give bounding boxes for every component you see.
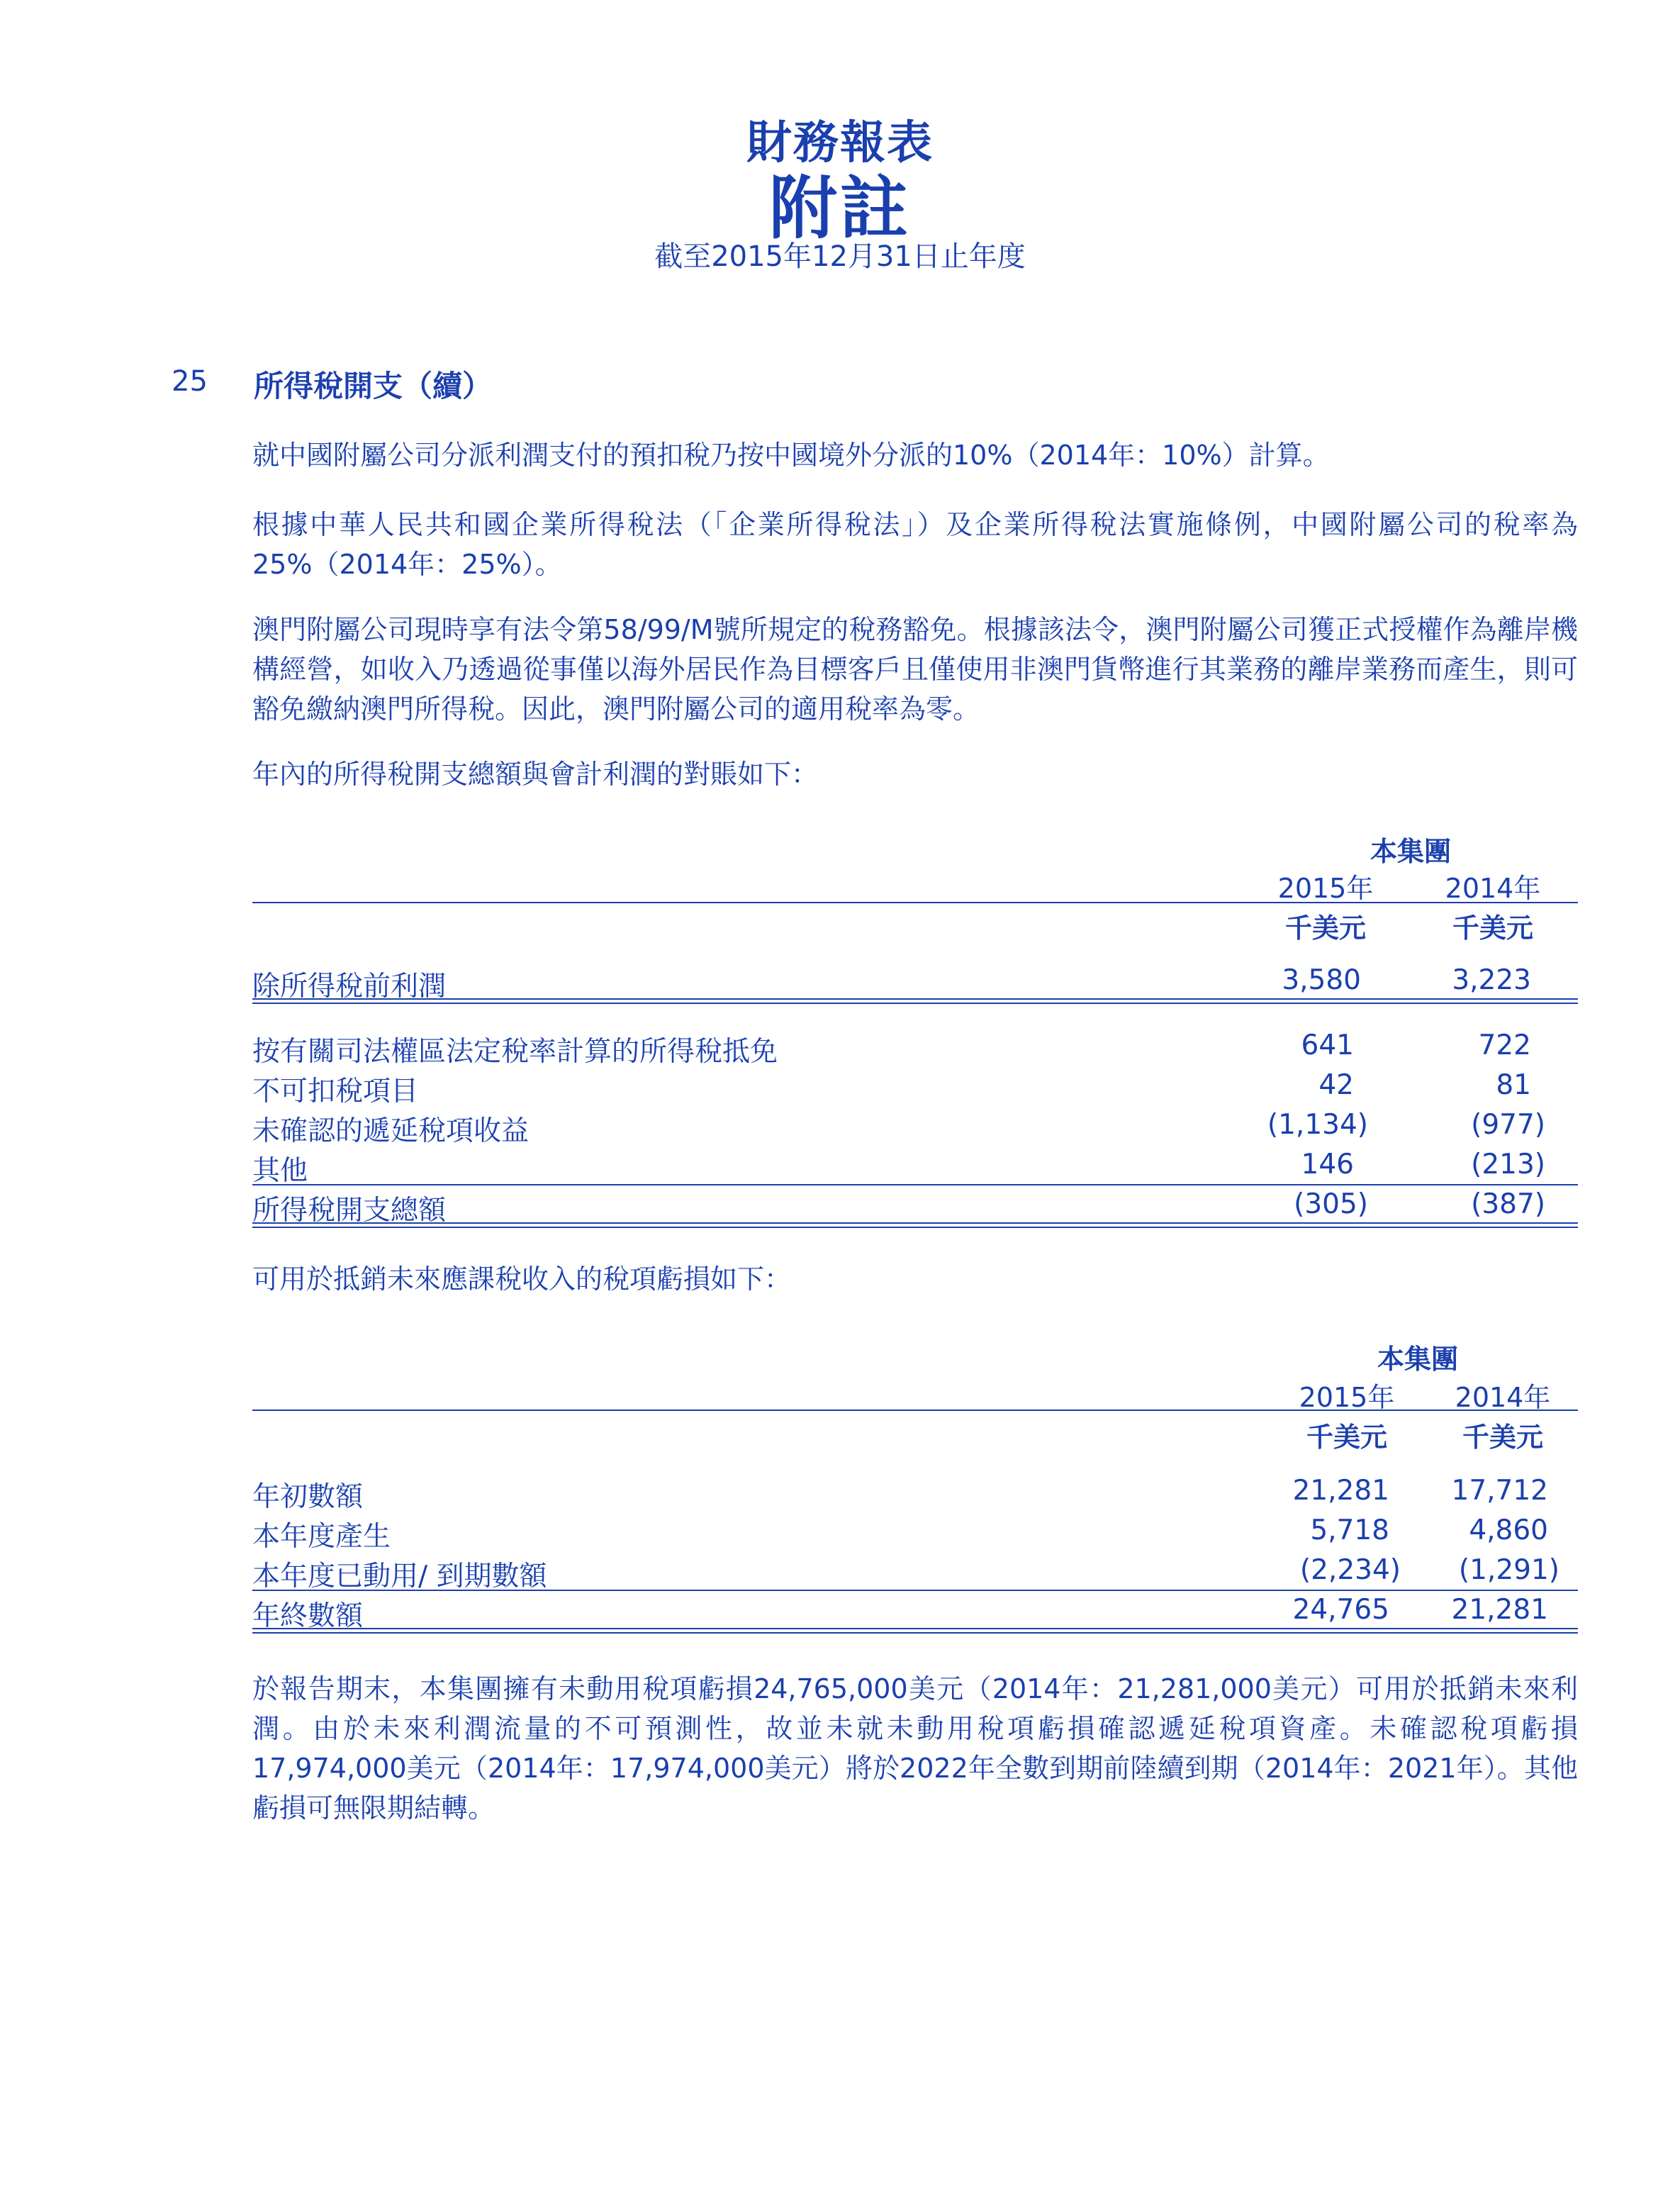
- table1-row-value-2015: 3,580: [1282, 964, 1361, 996]
- table1-header-rule: [252, 902, 1578, 903]
- paragraph-macau-exemption: 澳門附屬公司現時享有法令第58/99/M號所規定的稅務豁免。根據該法令，澳門附屬公司獲正式授權作為離岸機構經營，如收入乃透過從事僅以海外居民作為目標客戶且僅使用非澳門貨幣進行其業務的離岸業務而產生，則可豁免繳納澳門所得稅。因此，澳門附屬公司的適用稅率為零。: [252, 614, 1578, 725]
- table2-row-label: 本年度產生: [252, 1521, 391, 1553]
- table2-col-2014-unit: 千美元: [1462, 1422, 1543, 1453]
- table1-row-value-2015: 641: [1301, 1029, 1354, 1061]
- table1-col-2014-year: 2014年: [1445, 873, 1541, 904]
- table2-group-header: 本集團: [1377, 1344, 1458, 1375]
- table1-total-label: 所得稅開支總額: [252, 1195, 447, 1227]
- report-period: 截至2015年12月31日止年度: [654, 240, 1026, 273]
- table1-row-label: 按有關司法權區法定稅率計算的所得稅抵免: [252, 1036, 778, 1068]
- table2-row-value-2014: 17,712: [1451, 1475, 1548, 1507]
- table2-total-label: 年終數額: [252, 1600, 364, 1632]
- table1-row-label: 未確認的遞延稅項收益: [252, 1115, 530, 1147]
- table1-row-label: 除所得稅前利潤: [252, 971, 447, 1003]
- table1-row-label: 其他: [252, 1155, 308, 1187]
- table2-row-label: 本年度已動用/ 到期數額: [252, 1561, 547, 1592]
- table2-col-2015-year: 2015年: [1299, 1382, 1395, 1413]
- table1-col-2015-year: 2015年: [1277, 873, 1374, 904]
- table1-total-rule: [252, 1184, 1578, 1185]
- table1-double-rule: [252, 998, 1578, 1004]
- paragraph-tax-losses-intro: 可用於抵銷未來應課稅收入的稅項虧損如下：: [252, 1263, 792, 1295]
- table1-row-value-2014: (213): [1471, 1149, 1545, 1180]
- table2-total-rule: [252, 1590, 1578, 1591]
- table1-row-value-2014: 722: [1478, 1029, 1531, 1061]
- section-title: 所得稅開支（續）: [254, 369, 493, 403]
- table2-col-2014-year: 2014年: [1455, 1382, 1551, 1413]
- table1-total-value-2015: (305): [1294, 1188, 1368, 1220]
- table2-col-2015-unit: 千美元: [1306, 1422, 1387, 1453]
- table2-row-value-2014: 4,860: [1469, 1514, 1548, 1546]
- table2-row-label: 年初數額: [252, 1481, 364, 1513]
- table1-row-value-2014: (977): [1471, 1109, 1545, 1141]
- table1-row-value-2015: 42: [1318, 1069, 1354, 1101]
- table1-row-value-2014: 3,223: [1452, 964, 1531, 996]
- table1-row-value-2015: 146: [1301, 1149, 1354, 1180]
- report-title: 財務報表: [746, 117, 934, 169]
- table2-total-value-2015: 24,765: [1292, 1594, 1389, 1626]
- table1-row-label: 不可扣稅項目: [252, 1076, 419, 1107]
- table2-header-rule: [252, 1410, 1578, 1411]
- table2-row-value-2015: 5,718: [1310, 1514, 1389, 1546]
- table2-row-value-2015: 21,281: [1292, 1475, 1389, 1507]
- table1-double-rule: [252, 1222, 1578, 1228]
- table1-row-value-2015: (1,134): [1267, 1109, 1368, 1141]
- table1-col-2014-unit: 千美元: [1452, 912, 1533, 944]
- table1-col-2015-unit: 千美元: [1284, 912, 1366, 944]
- table1-group-header: 本集團: [1370, 836, 1451, 867]
- section-number: 25: [172, 365, 208, 398]
- paragraph-prc-tax-rate: 根據中華人民共和國企業所得稅法（「企業所得稅法」）及企業所得稅法實施條例，中國附屬公司的稅率為25%（2014年：25%）。: [252, 509, 1578, 580]
- table2-double-rule: [252, 1628, 1578, 1634]
- paragraph-reconciliation-intro: 年內的所得稅開支總額與會計利潤的對賬如下：: [252, 759, 819, 790]
- paragraph-unused-tax-losses: 於報告期末，本集團擁有未動用稅項虧損24,765,000美元（2014年：21,281,000美元）可用於抵銷未來利潤。由於未來利潤流量的不可預測性，故並未就未動用稅項虧損確認遞延稅項資產。未確認稅項虧損17,974,000美元（2014年：17,974,000美元）將於2022年全數到期前陸續到期（2014年：2021年）。其他虧損可無限期結轉。: [252, 1673, 1578, 1824]
- table1-total-value-2014: (387): [1471, 1188, 1545, 1220]
- report-subtitle: 附註: [769, 169, 911, 248]
- paragraph-withholding-tax: 就中國附屬公司分派利潤支付的預扣稅乃按中國境外分派的10%（2014年：10%）計算。: [252, 440, 1330, 471]
- table1-row-value-2014: 81: [1496, 1069, 1531, 1101]
- table2-total-value-2014: 21,281: [1451, 1594, 1548, 1626]
- table2-row-value-2014: (1,291): [1458, 1554, 1559, 1586]
- table2-row-value-2015: (2,234): [1299, 1554, 1401, 1586]
